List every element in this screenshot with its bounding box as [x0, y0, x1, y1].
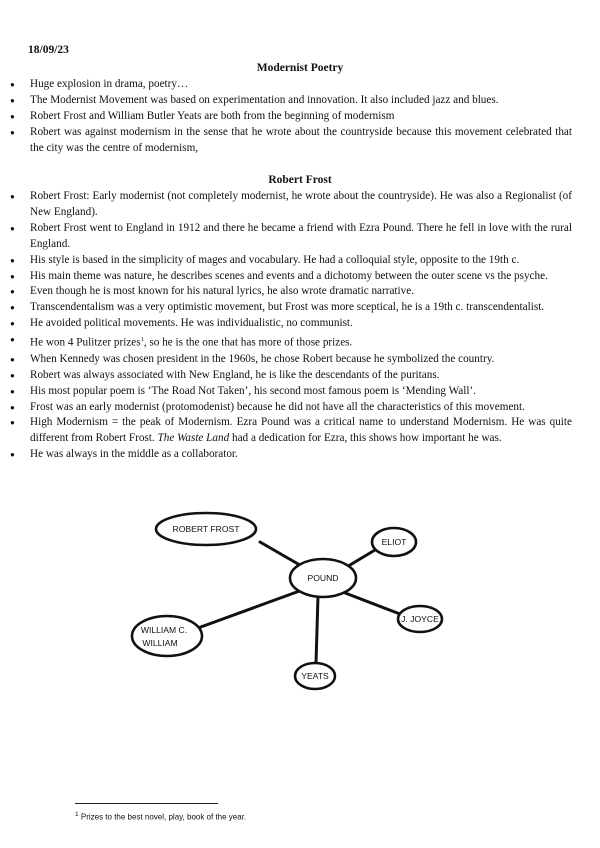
- link-pound-williams: [198, 589, 305, 628]
- label-eliot: ELIOT: [381, 537, 407, 547]
- list-item: ● Robert Frost: Early modernist (not completely modernist, he wrote about the countryside). He was also a Regionalist (of New England).: [10, 189, 572, 221]
- list-item: ● His most popular poem is ‘The Road Not Taken’, his second most famous poem is ‘Mending Wall’.: [10, 384, 572, 400]
- bullet-list-robert-frost: [10, 189, 572, 463]
- list-item: ● Robert Frost went to England in 1912 and there he became a friend with Ezra Pound. There he fell in love with the rural England.: [10, 221, 572, 253]
- node-william-c-william: [132, 616, 202, 656]
- list-item: ● Robert was always associated with New England, he is like the descendants of the puritans.: [10, 368, 572, 384]
- pound-network-diagram: [120, 505, 450, 695]
- footnote-reference: 1: [140, 336, 144, 344]
- list-item: ● When Kennedy was chosen president in the 1960s, he chose Robert because he symbolized the country.: [10, 352, 572, 368]
- footnote: [75, 811, 246, 822]
- list-item: ● Frost was an early modernist (protomodenist) because he did not have all the characteristics of this movement.: [10, 400, 572, 416]
- waste-land-title: The Waste Land: [157, 432, 230, 445]
- label-yeats: YEATS: [301, 671, 329, 681]
- pulitzer-text-end: , so he is the one that has more of those prizes.: [143, 336, 353, 349]
- list-item-pulitzer: [10, 332, 572, 352]
- list-item: ● Robert was against modernism in the sense that he wrote about the countryside because this movement celebrated that the city was the centre of modernism,: [10, 125, 572, 157]
- list-item: ● Robert Frost and William Butler Yeats are both from the beginning of modernism: [10, 109, 572, 125]
- bullet-list-modernist-poetry: [10, 77, 572, 157]
- list-item: ● Even though he is most known for his natural lyrics, he also wrote dramatic narrative.: [10, 284, 572, 300]
- list-item: ● He avoided political movements. He was individualistic, no communist.: [10, 316, 572, 332]
- footnote-divider: [75, 803, 218, 804]
- label-robert-frost: ROBERT FROST: [172, 524, 240, 534]
- list-item: ● His main theme was nature, he describes scenes and events and a dichotomy between the outer scene vs the psyche.: [10, 269, 572, 285]
- link-pound-yeats: [316, 596, 318, 663]
- list-item: ● The Modernist Movement was based on experimentation and innovation. It also included jazz and blues.: [10, 93, 572, 109]
- high-modernism-text-end: had a dedication for Ezra, this shows how important he was.: [229, 432, 502, 445]
- list-item: ● Huge explosion in drama, poetry…: [10, 77, 572, 93]
- list-item: ● Transcendentalism was a very optimistic movement, but Frost was more sceptical, he is a 19th c. transcendentalist.: [10, 300, 572, 316]
- footnote-text: Prizes to the best novel, play, book of the year.: [80, 812, 247, 822]
- section-title-robert-frost: Robert Frost: [268, 174, 332, 186]
- link-pound-joyce: [340, 591, 400, 614]
- label-william-c: WILLIAM C.: [140, 625, 188, 635]
- list-item: ● He was always in the middle as a collaborator.: [10, 447, 572, 463]
- label-pound: POUND: [307, 573, 339, 583]
- pulitzer-text-start: He won 4 Pulitzer prizes: [30, 336, 141, 349]
- list-item: ● His style is based in the simplicity of mages and vocabulary. He had a colloquial style, opposite to the 19th c.: [10, 253, 572, 269]
- high-modernism-text-start: High Modernism = the peak of Modernism. Ezra Pound was a critical name to understand Modernism. He was quite different from Robert Frost.: [30, 416, 572, 445]
- list-item-high-modernism: [10, 415, 572, 447]
- section-title-modernist-poetry: Modernist Poetry: [256, 62, 344, 74]
- date: 18/09/23: [28, 44, 69, 56]
- footnote-marker: 1: [75, 811, 79, 818]
- label-j-joyce: J. JOYCE: [401, 614, 439, 624]
- label-william: WILLIAM: [142, 638, 178, 648]
